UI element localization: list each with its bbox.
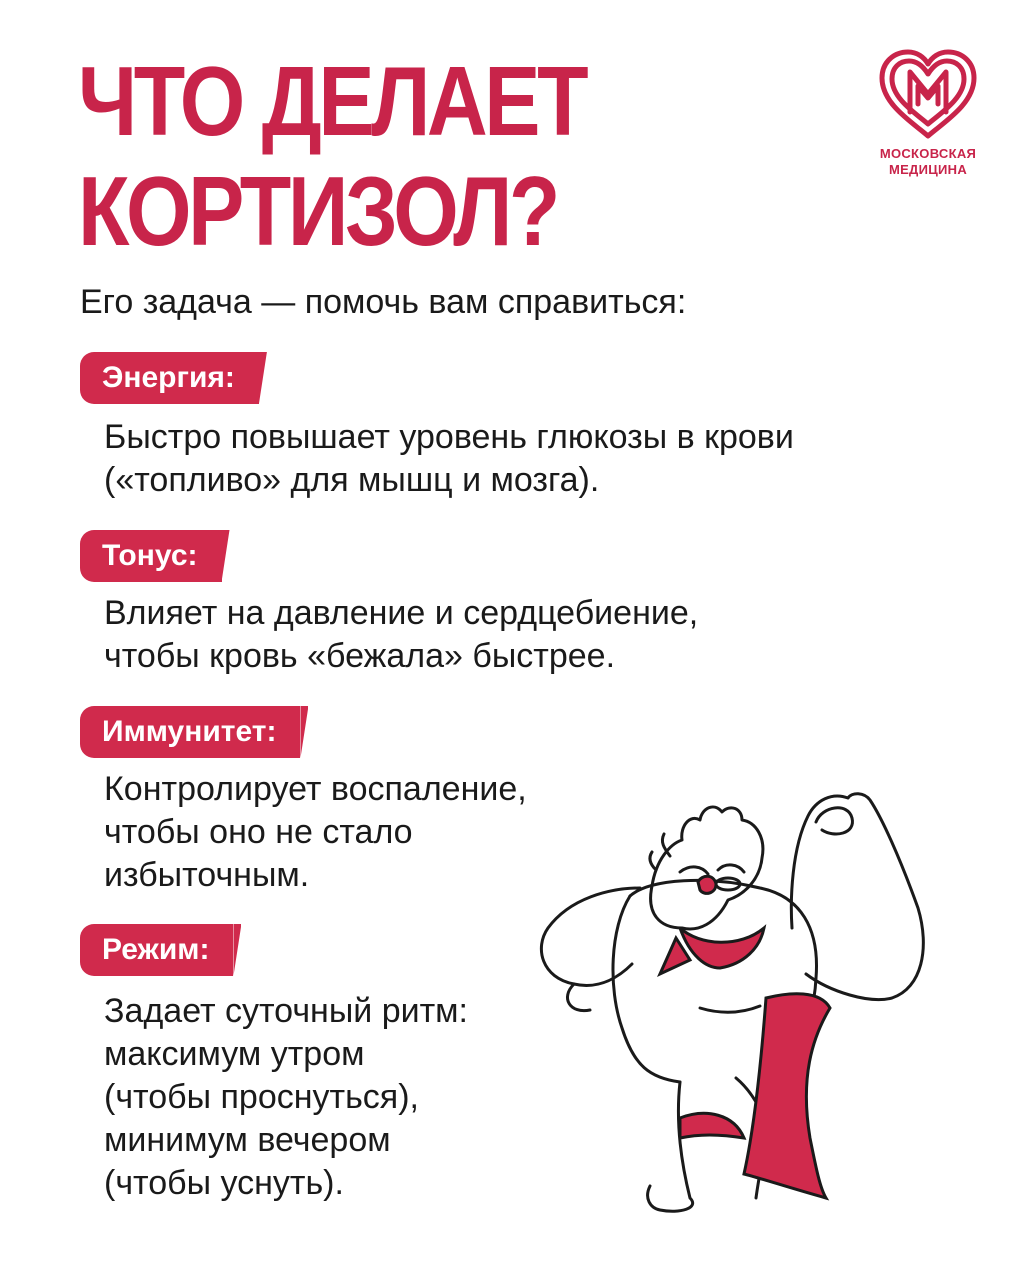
section-text-mode [104,990,468,1205]
section-line: Задает суточный ритм: [104,992,469,1030]
page-title-line-1: ЧТО ДЕЛАЕТ [78,46,586,156]
intro-text: Его задача — помочь вам справиться: [80,283,687,321]
section-line: Контролирует воспаление, [104,770,527,808]
section-line: максимум утром [104,1035,365,1073]
brand-name [872,146,984,178]
section-line: избыточным. [104,856,310,894]
section-tag-energy: Энергия: [80,352,259,404]
section-line: Влияет на давление и сердцебиение, [104,594,699,632]
section-line: (чтобы проснуться), [104,1078,419,1116]
section-line: чтобы кровь «бежала» быстрее. [104,637,616,675]
section-text-immunity [104,768,527,897]
heart-m-logo-icon [872,48,984,140]
section-tag-tone: Тонус: [80,530,222,582]
section-line: минимум вечером [104,1121,391,1159]
section-text-energy [104,416,794,502]
section-line: Быстро повышает уровень глюкозы в крови [104,418,794,456]
section-tag-mode: Режим: [80,924,233,976]
section-text-tone [104,592,698,678]
brand-name-line-2: МЕДИЦИНА [888,162,968,177]
page-title-line-2: КОРТИЗОЛ? [78,156,557,266]
section-line: («топливо» для мышц и мозга). [104,461,600,499]
section-line: (чтобы уснуть). [104,1164,344,1202]
flexing-mascot-illustration [530,778,970,1218]
section-line: чтобы оно не стало [104,813,413,851]
brand-name-line-1: МОСКОВСКАЯ [879,146,977,161]
section-tag-immunity: Иммунитет: [80,706,300,758]
brand-logo [872,48,984,188]
page-title [78,46,585,266]
